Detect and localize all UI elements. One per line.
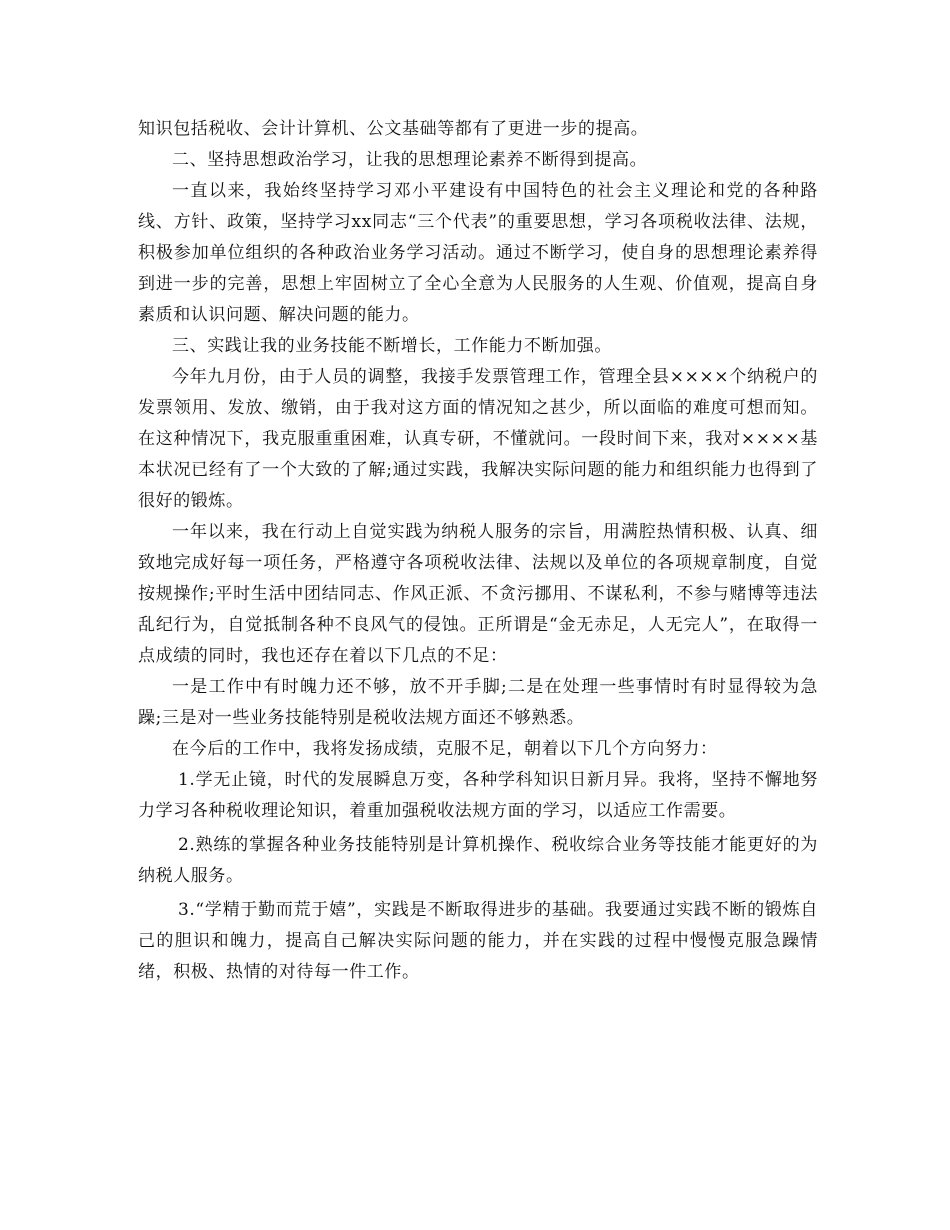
list-item-3: 3.“学精于勤而荒于嬉”，实践是不断取得进步的基础。我要通过实践不断的锻炼自己的胆识和魄力，提高自己解决实际问题的能力，并在实践的过程中慢慢克服急躁情绪，积极、热情的对待每一件工作。 — [138, 900, 818, 982]
heading-section-two: 二、坚持思想政治学习，让我的思想理论素养不断得到提高。 — [172, 150, 648, 170]
heading-section-three: 三、实践让我的业务技能不断增长，工作能力不断加强。 — [172, 336, 612, 356]
paragraph-shortcomings: 一是工作中有时魄力还不够，放不开手脚;二是在处理一些事情时有时显得较为急躁;三是对一些业务技能特别是税收法规方面还不够熟悉。 — [138, 677, 818, 728]
paragraph-future-directions: 在今后的工作中，我将发扬成绩，克服不足，朝着以下几个方向努力： — [172, 739, 718, 759]
paragraph-political-study: 一直以来，我始终坚持学习邓小平建设有中国特色的社会主义理论和党的各种路线、方针、政策，坚持学习xx同志“三个代表”的重要思想，学习各项税收法律、法规，积极参加单位组织的各种政治业务学习活动。通过不断学习，使自身的思想理论素养得到进一步的完善，思想上牢固树立了全心全意为人民服务的人生观、价值观，提高自身素质和认识问题、解决问题的能力。 — [138, 181, 818, 325]
paragraph-continued-knowledge: 知识包括税收、会计计算机、公文基础等都有了更进一步的提高。 — [138, 119, 649, 139]
document-body — [138, 114, 818, 988]
list-item-1: 1.学无止镜，时代的发展瞬息万变，各种学科知识日新月异。我将，坚持不懈地努力学习各种税收理论知识，着重加强税收法规方面的学习，以适应工作需要。 — [138, 770, 818, 821]
paragraph-invoice-management: 今年九月份，由于人员的调整，我接手发票管理工作，管理全县××××个纳税户的发票领用、发放、缴销，由于我对这方面的情况知之甚少，所以面临的难度可想而知。在这种情况下，我克服重重困难，认真专研，不懂就问。一段时间下来，我对××××基本状况已经有了一个大致的了解;通过实践，我解决实际问题的能力和组织能力也得到了很好的锻炼。 — [138, 367, 818, 511]
paragraph-service-conduct: 一年以来，我在行动上自觉实践为纳税人服务的宗旨，用满腔热情积极、认真、细致地完成好每一项任务，严格遵守各项税收法律、法规以及单位的各项规章制度，自觉按规操作;平时生活中团结同志、作风正派、不贪污挪用、不谋私利，不参与赌博等违法乱纪行为，自觉抵制各种不良风气的侵蚀。正所谓是“金无赤足，人无完人”，在取得一点成绩的同时，我也还存在着以下几点的不足： — [138, 522, 818, 666]
list-item-2: 2.熟练的掌握各种业务技能特别是计算机操作、税收综合业务等技能才能更好的为纳税人服务。 — [138, 835, 818, 886]
